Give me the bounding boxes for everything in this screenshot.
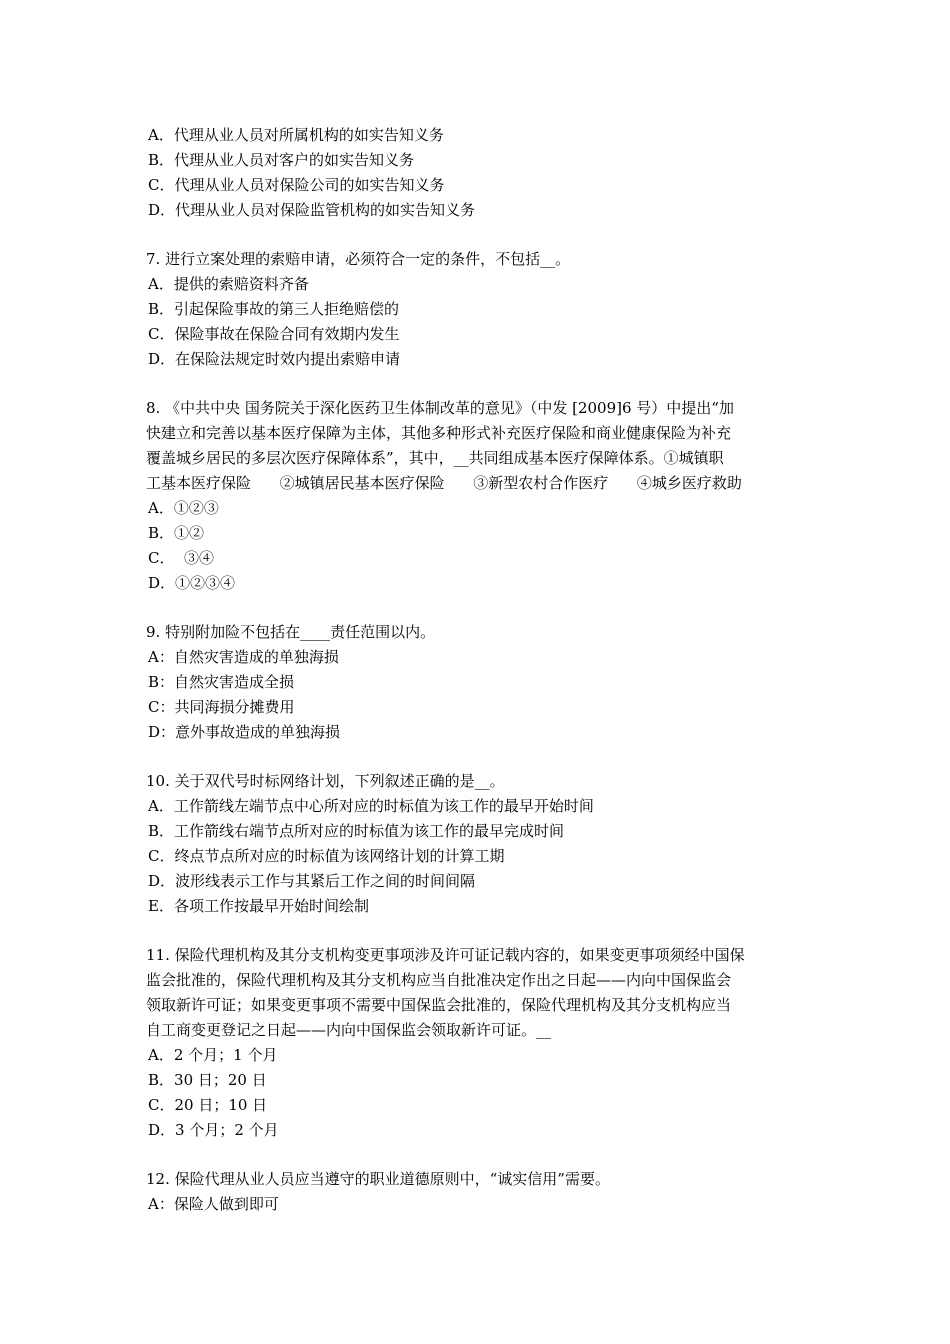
question-9-option-a: A：自然灾害造成的单独海损 bbox=[148, 648, 339, 666]
spacer bbox=[146, 919, 811, 943]
question-11-option-a: A．2 个月；1 个月 bbox=[148, 1046, 278, 1064]
question-11 bbox=[146, 943, 811, 1143]
question-10-option-c: C．终点节点所对应的时标值为该网络计划的计算工期 bbox=[148, 847, 505, 865]
question-9-stem: 9. 特别附加险不包括在____责任范围以内。 bbox=[146, 623, 436, 641]
question-6-option-d: D．代理从业人员对保险监管机构的如实告知义务 bbox=[148, 201, 476, 219]
question-11-stem-line-3: 领取新许可证；如果变更事项不需要中国保监会批准的，保险代理机构及其分支机构应当 bbox=[146, 996, 732, 1014]
question-8-option-d: D．①②③④ bbox=[148, 574, 236, 592]
question-8-option-c: C． ③④ bbox=[148, 549, 215, 567]
question-11-option-b: B．30 日；20 日 bbox=[148, 1071, 267, 1089]
question-11-option-c: C．20 日；10 日 bbox=[148, 1096, 268, 1114]
question-8-stem-line-4: 工基本医疗保险 ②城镇居民基本医疗保险 ③新型农村合作医疗 ④城乡医疗救助 bbox=[146, 474, 742, 492]
question-9-option-d: D：意外事故造成的单独海损 bbox=[148, 723, 341, 741]
question-6-option-c: C．代理从业人员对保险公司的如实告知义务 bbox=[148, 176, 445, 194]
question-10-option-a: A．工作箭线左端节点中心所对应的时标值为该工作的最早开始时间 bbox=[148, 797, 594, 815]
spacer bbox=[146, 372, 811, 396]
question-6-option-b: B．代理从业人员对客户的如实告知义务 bbox=[148, 151, 415, 169]
question-7 bbox=[146, 247, 811, 372]
question-10-option-e: E．各项工作按最早开始时间绘制 bbox=[148, 897, 369, 915]
question-11-stem-line-1: 11. 保险代理机构及其分支机构变更事项涉及许可证记载内容的，如果变更事项须经中国保 bbox=[146, 946, 745, 964]
question-11-option-d: D．3 个月；2 个月 bbox=[148, 1121, 279, 1139]
question-10-option-d: D．波形线表示工作与其紧后工作之间的时间间隔 bbox=[148, 872, 476, 890]
question-12-option-a: A：保险人做到即可 bbox=[148, 1195, 279, 1213]
question-8 bbox=[146, 396, 811, 596]
spacer bbox=[146, 223, 811, 247]
question-7-option-a: A．提供的索赔资料齐备 bbox=[148, 275, 309, 293]
spacer bbox=[146, 745, 811, 769]
question-7-option-d: D．在保险法规定时效内提出索赔申请 bbox=[148, 350, 401, 368]
question-8-stem-line-1: 8. 《中共中央 国务院关于深化医药卫生体制改革的意见》（中发 [2009]6 号）中提出“加 bbox=[146, 399, 734, 417]
question-12-stem: 12. 保险代理从业人员应当遵守的职业道德原则中，“诚实信用”需要。 bbox=[146, 1170, 610, 1188]
question-6-options bbox=[146, 123, 811, 223]
question-7-stem: 7. 进行立案处理的索赔申请，必须符合一定的条件，不包括__。 bbox=[146, 250, 571, 268]
question-8-stem-line-2: 快建立和完善以基本医疗保障为主体，其他多种形式补充医疗保险和商业健康保险为补充 bbox=[146, 424, 732, 442]
question-12 bbox=[146, 1167, 811, 1217]
question-10-stem: 10. 关于双代号时标网络计划，下列叙述正确的是__。 bbox=[146, 772, 505, 790]
question-8-stem-line-3: 覆盖城乡居民的多层次医疗保障体系”，其中，__共同组成基本医疗保障体系。①城镇职 bbox=[146, 449, 724, 467]
question-10-option-b: B．工作箭线右端节点所对应的时标值为该工作的最早完成时间 bbox=[148, 822, 565, 840]
question-9-option-c: C：共同海损分摊费用 bbox=[148, 698, 295, 716]
question-10 bbox=[146, 769, 811, 919]
question-11-stem-line-4: 自工商变更登记之日起——内向中国保监会领取新许可证。__ bbox=[146, 1021, 552, 1039]
question-8-option-b: B．①② bbox=[148, 524, 205, 542]
question-9-option-b: B：自然灾害造成全损 bbox=[148, 673, 295, 691]
question-7-option-b: B．引起保险事故的第三人拒绝赔偿的 bbox=[148, 300, 400, 318]
spacer bbox=[146, 1143, 811, 1167]
question-11-stem-line-2: 监会批准的，保险代理机构及其分支机构应当自批准决定作出之日起——内向中国保监会 bbox=[146, 971, 732, 989]
question-6-option-a: A．代理从业人员对所属机构的如实告知义务 bbox=[148, 126, 444, 144]
question-9 bbox=[146, 620, 811, 745]
question-8-option-a: A．①②③ bbox=[148, 499, 219, 517]
spacer bbox=[146, 596, 811, 620]
question-7-option-c: C．保险事故在保险合同有效期内发生 bbox=[148, 325, 400, 343]
page-content bbox=[146, 123, 811, 1217]
